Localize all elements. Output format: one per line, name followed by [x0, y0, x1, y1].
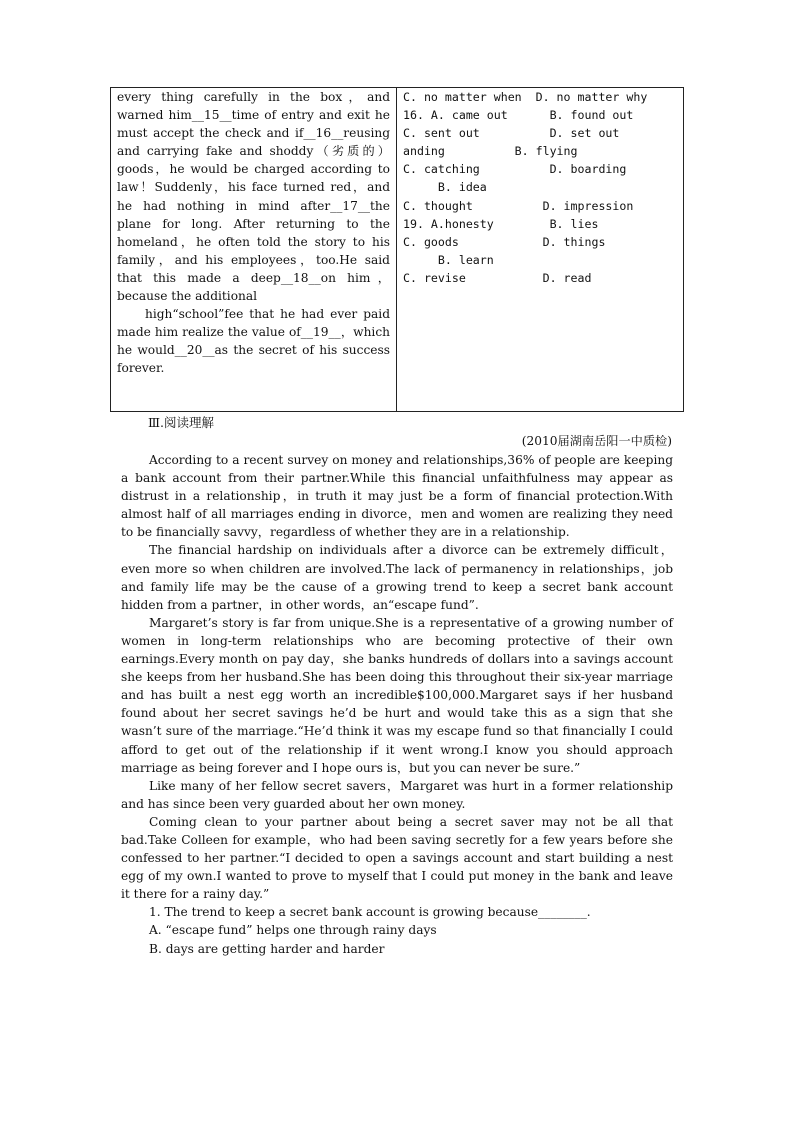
cloze-table — [110, 87, 684, 412]
cloze-paragraph: high“school”fee that he had ever paid made him realize the value of__19__，which he would__20__as the secret of his success forever. — [117, 307, 390, 376]
option-line: C. no matter when D. no matter why — [403, 90, 648, 104]
cloze-passage — [111, 88, 397, 411]
question-stem: 1. The trend to keep a secret bank account is growing because________. — [149, 905, 591, 920]
cloze-options — [397, 88, 683, 411]
answer-option: A. “escape fund” helps one through rainy days — [149, 923, 437, 938]
passage-paragraph: Coming clean to your partner about being a secret saver may not be all that bad.Take Colleen for example，who had been saving secretly for a few years before she confessed to her partner.“I decided to open a savings account and start building a nest egg of my own.I wanted to prove to myself that I could put money in the bank and leave it there for a rainy day.” — [121, 814, 673, 902]
option-line: 16. A. came out B. found out — [403, 108, 634, 123]
option-line: anding B. flying — [403, 144, 578, 159]
option-line: C. thought D. impression — [403, 198, 634, 213]
passage-paragraph: According to a recent survey on money and relationships,36% of people are keeping a bank account from their partner.While this financial unfaithfulness may appear as distrust in a relationship，in truth it may just be a form of financial protection.With almost half of all marriages ending in divorce，men and women are realizing they need to be financially savvy，regardless of whether they are in a relationship. — [121, 453, 673, 540]
cloze-paragraph: every thing carefully in the box，and warned him__15__time of entry and exit he must accept the check and if__16__reusing and carrying fake and shoddy（劣质的）goods，he would be charged according to law！Suddenly，his face turned red，and he had nothing in mind after__17__the plane for long. After returning to the homeland，he often told the story to his family，and his employees，too.He said that this made a deep__18__on him，because the additional — [117, 90, 390, 304]
section-title: Ⅲ.阅读理解 — [148, 415, 215, 430]
option-line: C. goods D. things — [403, 234, 606, 249]
option-line: C. revise D. read — [403, 270, 592, 285]
passage-paragraph: The financial hardship on individuals after a divorce can be extremely difficult，even more so when children are involved.The lack of permanency in relationships，job and family life may be the cause of a growing trend to keep a secret bank account hidden from a partner，in other words，an“escape fund”. — [121, 543, 673, 612]
option-line: B. idea — [403, 180, 487, 195]
answer-option: B. days are getting harder and harder — [149, 941, 385, 956]
reading-passage — [121, 451, 673, 958]
option-line: C. catching D. boarding — [403, 162, 627, 177]
option-line: B. learn — [403, 252, 494, 267]
option-line: 19. A.honesty B. lies — [403, 216, 599, 231]
option-line: C. sent out D. set out — [403, 126, 620, 141]
passage-paragraph: Margaret’s story is far from unique.She is a representative of a growing number of women in long-term relationships who are becoming protective of their own earnings.Every month on pay day，she banks hundreds of dollars into a savings account she keeps from her husband.She has been doing this throughout their six-year marriage and has built a nest egg worth an incredible$100,000.Margaret says if her husband found about her secret savings he’d be hurt and would take this as a sign that she wasn’t sure of the marriage.“He’d think it was my escape fund so that financially I could afford to get out of the relationship if it went wrong.I know you should approach marriage as being forever and I hope ours is，but you can never be sure.” — [121, 615, 673, 775]
source-note: (2010届湖南岳阳一中质检) — [521, 434, 672, 448]
passage-paragraph: Like many of her fellow secret savers，Margaret was hurt in a former relationship and has since been very guarded about her own money. — [121, 778, 673, 811]
